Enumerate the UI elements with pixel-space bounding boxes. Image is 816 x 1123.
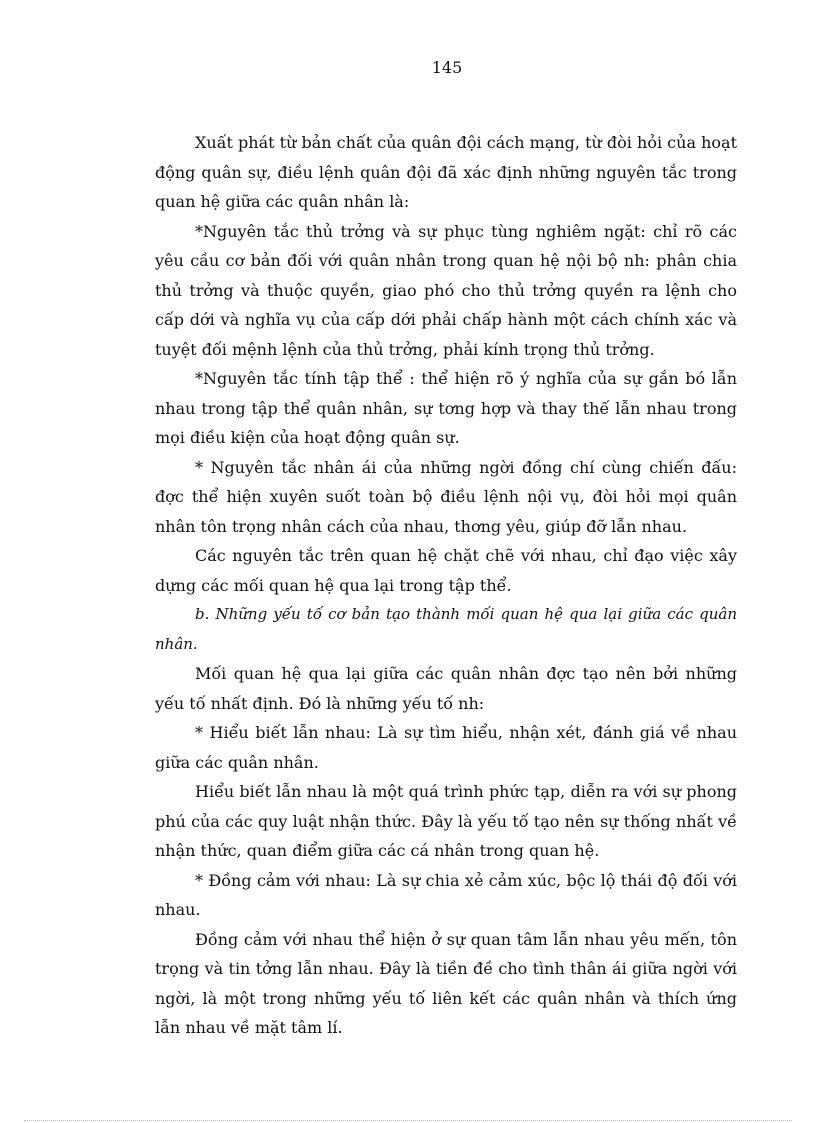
paragraph-factors-intro: Mối quan hệ qua lại giữa các quân nhân đợc tạo nên bởi những yếu tố nhất định. Đó là những yếu tố nh: xyxy=(155,664,737,713)
paragraph-principle-humanity: * Nguyên tắc nhân ái của những ngời đồng chí cùng chiến đấu: đợc thể hiện xuyên suốt toàn bộ điều lệnh nội vụ, đòi hỏi mọi quân nhân tôn trọng nhân cách của nhau, thơng yêu, giúp đỡ lẫn nhau. xyxy=(155,457,737,536)
document-body xyxy=(155,128,737,1043)
paragraph-intro: Xuất phát từ bản chất của quân đội cách mạng, từ đòi hỏi của hoạt động quân sự, điều lệnh quân đội đã xác định những nguyên tắc trong quan hệ giữa các quân nhân là: xyxy=(155,133,737,211)
paragraph-principles-summary: Các nguyên tắc trên quan hệ chặt chẽ với nhau, chỉ đạo việc xây dựng các mối quan hệ qua lại trong tập thể. xyxy=(155,546,737,595)
page-number: 145 xyxy=(431,58,463,77)
paragraph-empathy: * Đồng cảm với nhau: Là sự chia xẻ cảm xúc, bộc lộ thái độ đối với nhau. xyxy=(155,870,737,919)
paragraph-principle-command: *Nguyên tắc thủ trởng và sự phục tùng nghiêm ngặt: chỉ rõ các yêu cầu cơ bản đối với quân nhân trong quan hệ nội bộ nh: phân chia thủ trởng và thuộc quyền, giao phó cho thủ trởng quyền ra lệnh cho cấp dới và nghĩa vụ của cấp dới phải chấp hành một cách chính xác và tuyệt đối mệnh lệnh của thủ trởng, phải kính trọng thủ trởng. xyxy=(155,221,737,359)
paragraph-principle-collective: *Nguyên tắc tính tập thể : thể hiện rõ ý nghĩa của sự gắn bó lẫn nhau trong tập thể quân nhân, sự tơng hợp và thay thế lẫn nhau trong mọi điều kiện của hoạt động quân sự. xyxy=(155,369,737,447)
paragraph-empathy-detail: Đồng cảm với nhau thể hiện ở sự quan tâm lẫn nhau yêu mến, tôn trọng và tin tởng lẫn nhau. Đây là tiền đề cho tình thân ái giữa ngời với ngời, là một trong những yếu tố liên kết các quân nhân và thích ứng lẫn nhau về mặt tâm lí. xyxy=(155,929,737,1037)
paragraph-mutual-understanding: * Hiểu biết lẫn nhau: Là sự tìm hiểu, nhận xét, đánh giá về nhau giữa các quân nhân. xyxy=(155,723,737,772)
paragraph-understanding-detail: Hiểu biết lẫn nhau là một quá trình phức tạp, diễn ra với sự phong phú của các quy luật nhận thức. Đây là yếu tố tạo nên sự thống nhất về nhận thức, quan điểm giữa các cá nhân trong quan hệ. xyxy=(155,782,737,860)
section-heading-b: b. Những yếu tố cơ bản tạo thành mối quan hệ qua lại giữa các quân nhân. xyxy=(155,605,737,653)
page-bottom-rule xyxy=(24,1120,792,1121)
